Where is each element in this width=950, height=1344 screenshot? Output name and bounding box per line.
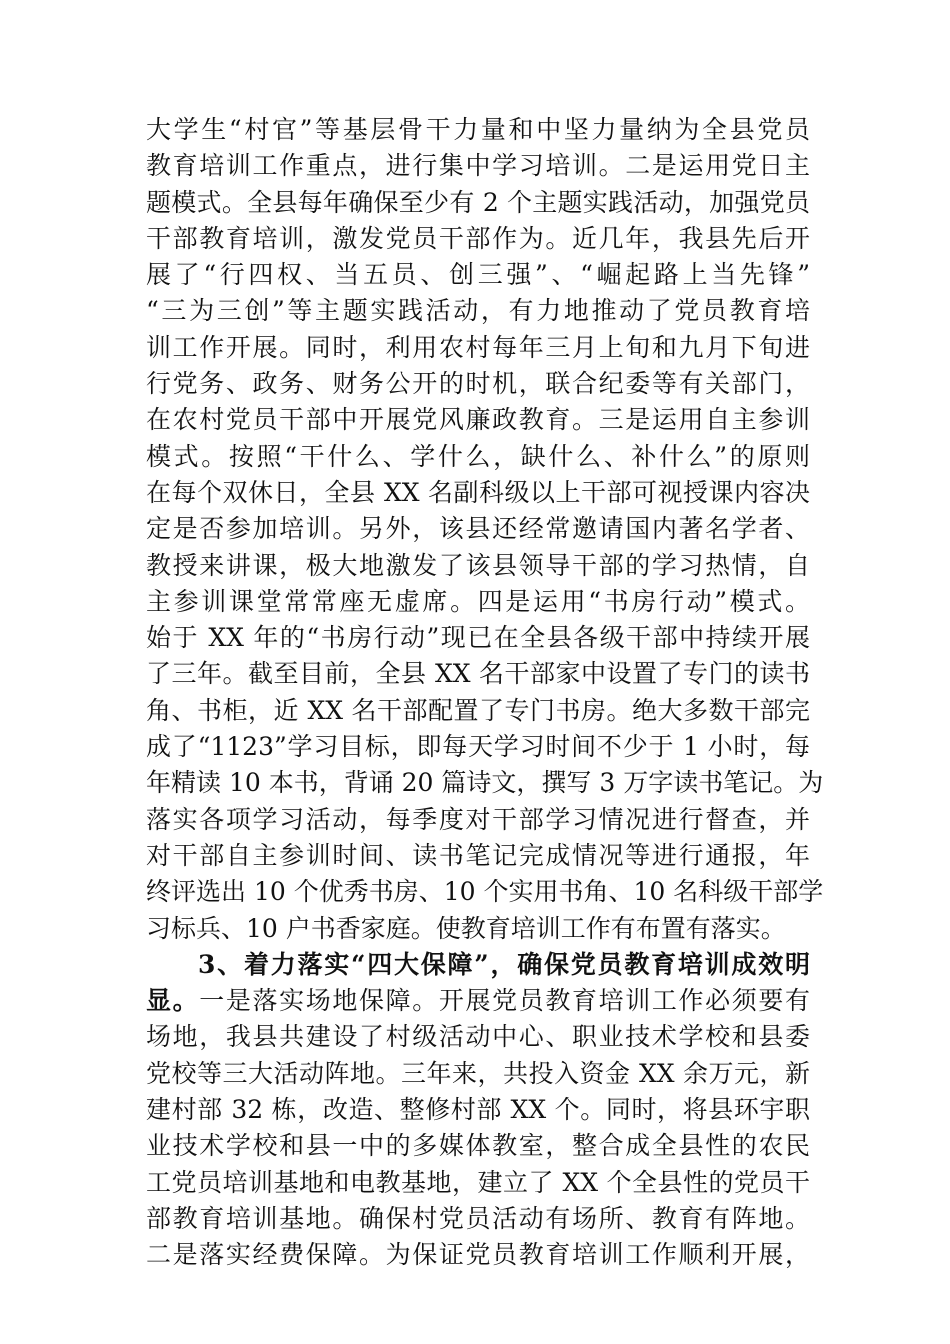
text-line: 部教育培训基地。确保村党员活动有场所、教育有阵地。: [146, 1203, 810, 1233]
text-line: 业技术学校和县一中的多媒体教室，整合成全县性的农民: [146, 1131, 810, 1161]
text-line: 题模式。全县每年确保至少有 2 个主题实践活动，加强党员: [146, 187, 810, 217]
text-line: 干部教育培训，激发党员干部作为。近几年，我县先后开: [146, 223, 810, 253]
text-line: 工党员培训基地和电教基地，建立了 XX 个全县性的党员干: [146, 1167, 810, 1197]
text-line: 定是否参加培训。另外，该县还经常邀请国内著名学者、: [146, 514, 810, 544]
text-line: 训工作开展。同时，利用农村每年三月上旬和九月下旬进: [146, 332, 810, 362]
text-line: 模式。按照“干什么、学什么，缺什么、补什么”的原则: [146, 441, 810, 471]
text-line: 场地，我县共建设了村级活动中心、职业技术学校和县委: [146, 1022, 810, 1052]
text-line: 展了“行四权、当五员、创三强”、“崛起路上当先锋”: [146, 260, 810, 290]
text-line: 主参训课堂常常座无虚席。四是运用“书房行动”模式。: [146, 586, 810, 616]
text-line: [146, 983, 810, 1019]
text-line: 对干部自主参训时间、读书笔记完成情况等进行通报，年: [146, 840, 810, 870]
text-line: 教授来讲课，极大地激发了该县领导干部的学习热情，自: [146, 550, 810, 580]
text-line: 习标兵、10 户书香家庭。使教育培训工作有布置有落实。: [146, 913, 786, 943]
text-line: 始于 XX 年的“书房行动”现已在全县各级干部中持续开展: [146, 623, 810, 653]
section-heading: 3、着力落实“四大保障”，确保党员教育培训成效明: [198, 949, 810, 979]
text-line: 党校等三大活动阵地。三年来，共投入资金 XX 余万元，新: [146, 1058, 810, 1088]
text-line: 在每个双休日，全县 XX 名副科级以上干部可视授课内容决: [146, 477, 810, 507]
document-body: [146, 112, 824, 1274]
text-line: 建村部 32 栋，改造、整修村部 XX 个。同时，将县环宇职: [146, 1095, 810, 1125]
text-line: 行党务、政务、财务公开的时机，联合纪委等有关部门，: [146, 369, 810, 399]
section-heading-end: 显。: [146, 986, 200, 1016]
text-line: 二是落实经费保障。为保证党员教育培训工作顺利开展，: [146, 1240, 810, 1270]
text-line: 了三年。截至目前，全县 XX 名干部家中设置了专门的读书: [146, 659, 810, 689]
text-line: 在农村党员干部中开展党风廉政教育。三是运用自主参训: [146, 405, 810, 435]
text-line: “三为三创”等主题实践活动，有力地推动了党员教育培: [146, 296, 810, 326]
text-line: 大学生“村官”等基层骨干力量和中坚力量纳为全县党员: [146, 115, 810, 144]
paragraph-2: [146, 947, 810, 1274]
text-run: 一是落实场地保障。开展党员教育培训工作必须要有: [199, 986, 810, 1016]
paragraph-1: [146, 112, 824, 947]
text-line: 终评选出 10 个优秀书房、10 个实用书角、10 名科级干部学: [146, 877, 824, 907]
text-line: 年精读 10 本书，背诵 20 篇诗文，撰写 3 万字读书笔记。为: [146, 768, 824, 798]
text-line: 教育培训工作重点，进行集中学习培训。二是运用党日主: [146, 151, 810, 181]
text-line: 落实各项学习活动，每季度对干部学习情况进行督查，并: [146, 804, 810, 834]
text-line: 成了“1123”学习目标，即每天学习时间不少于 1 小时，每: [146, 732, 810, 762]
text-line: 角、书柜，近 XX 名干部配置了专门书房。绝大多数干部完: [146, 695, 810, 725]
